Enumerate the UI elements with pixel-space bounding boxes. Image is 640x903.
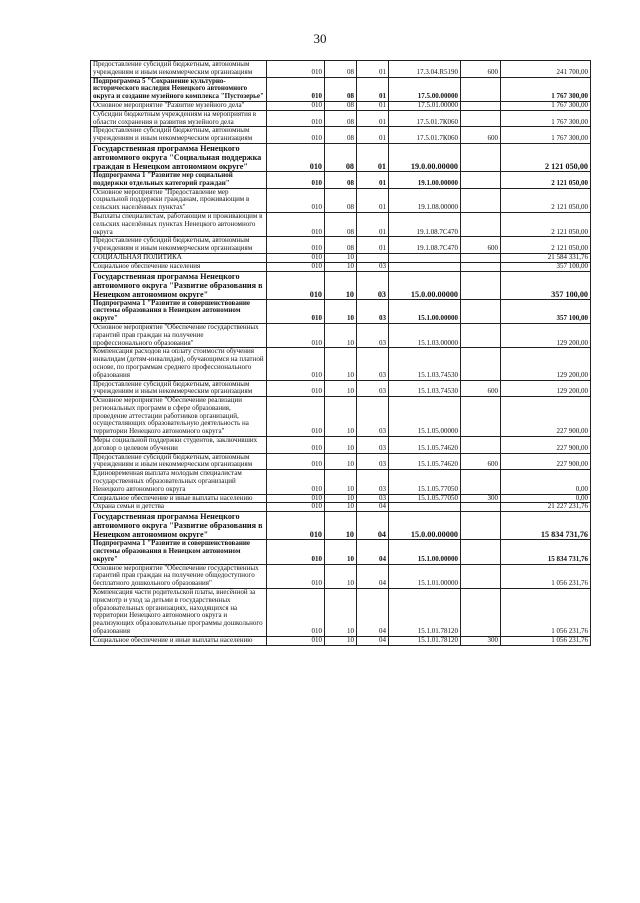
row-section-cell: 08: [325, 143, 357, 171]
table-row: [91, 212, 591, 236]
row-amount-cell: 21 584 331,76: [501, 253, 591, 262]
table-row: [91, 61, 591, 78]
row-section-cell: 08: [325, 188, 357, 212]
row-name-cell: Государственная программа Ненецкого автономного округа "Социальная поддержка граждан в Ненецком автономном округе": [91, 143, 267, 171]
row-amount-cell: 241 700,00: [501, 61, 591, 78]
row-section-cell: 10: [325, 636, 357, 645]
row-subsection-cell: 03: [357, 397, 389, 437]
row-target-cell: 15.1.05.77050: [389, 470, 461, 494]
row-target-cell: 15.1.03.00000: [389, 323, 461, 347]
row-section-cell: 08: [325, 61, 357, 78]
row-name-cell: Единовременная выплата молодым специалистам государственных образовательных организаций Ненецкого автономного округа: [91, 470, 267, 494]
row-section-cell: 10: [325, 437, 357, 454]
row-target-cell: 17.3.04.R5190: [389, 61, 461, 78]
row-expense-type-cell: [461, 564, 501, 588]
row-expense-type-cell: [461, 348, 501, 380]
row-ved-cell: 010: [267, 323, 325, 347]
row-ved-cell: 010: [267, 636, 325, 645]
row-expense-type-cell: [461, 110, 501, 127]
row-expense-type-cell: [461, 253, 501, 262]
row-subsection-cell: 01: [357, 101, 389, 110]
row-expense-type-cell: [461, 271, 501, 299]
row-ved-cell: 010: [267, 503, 325, 512]
row-amount-cell: 15 834 731,76: [501, 540, 591, 564]
row-name-cell: Выплаты специалистам, работающим и проживающим в сельских населённых пунктах Ненецкого автономного округа: [91, 212, 267, 236]
row-ved-cell: 010: [267, 127, 325, 144]
table-row: [91, 323, 591, 347]
row-section-cell: 10: [325, 323, 357, 347]
row-amount-cell: 1 767 300,00: [501, 101, 591, 110]
row-target-cell: 19.1.00.00000: [389, 171, 461, 188]
row-amount-cell: 1 767 300,00: [501, 127, 591, 144]
row-name-cell: Социальное обеспечение населения: [91, 262, 267, 271]
row-name-cell: Меры социальной поддержки студентов, заключивших договор о целевом обучении: [91, 437, 267, 454]
table-row: [91, 512, 591, 540]
row-expense-type-cell: 600: [461, 61, 501, 78]
row-section-cell: 10: [325, 253, 357, 262]
row-name-cell: Государственная программа Ненецкого автономного округа "Развитие образования в Ненецком автономном округе": [91, 271, 267, 299]
page-number: 30: [313, 31, 327, 46]
row-name-cell: Подпрограмма 1 "Развитие мер социальной поддержки отдельных категорий граждан": [91, 171, 267, 188]
row-ved-cell: 010: [267, 380, 325, 397]
table-row: [91, 503, 591, 512]
row-amount-cell: 1 056 231,76: [501, 564, 591, 588]
row-section-cell: 10: [325, 262, 357, 271]
row-section-cell: 10: [325, 503, 357, 512]
row-expense-type-cell: 600: [461, 453, 501, 470]
row-section-cell: 08: [325, 110, 357, 127]
row-target-cell: 19.1.08.7С470: [389, 212, 461, 236]
table-row: [91, 253, 591, 262]
row-ved-cell: 010: [267, 494, 325, 503]
row-name-cell: СОЦИАЛЬНАЯ ПОЛИТИКА: [91, 253, 267, 262]
row-amount-cell: 227 900,00: [501, 397, 591, 437]
row-subsection-cell: 04: [357, 503, 389, 512]
row-section-cell: 10: [325, 470, 357, 494]
row-ved-cell: 010: [267, 512, 325, 540]
row-expense-type-cell: [461, 77, 501, 101]
row-target-cell: [389, 253, 461, 262]
row-target-cell: 15.0.00.00000: [389, 512, 461, 540]
row-amount-cell: 227 900,00: [501, 437, 591, 454]
row-name-cell: Основное мероприятие "Обеспечение реализации региональных программ в сфере образования, проведение аттестации работников организаций, осуществляющих образовательную деятельность на территории Ненецкого автономного округа": [91, 397, 267, 437]
table-row: [91, 494, 591, 503]
row-expense-type-cell: [461, 262, 501, 271]
row-target-cell: [389, 503, 461, 512]
row-name-cell: Субсидии бюджетным учреждениям на мероприятия в области сохранения и развития музейного дела: [91, 110, 267, 127]
row-name-cell: Подпрограмма 1 "Развитие и совершенствование системы образования в Ненецком автономном округе": [91, 299, 267, 323]
row-target-cell: 15.1.05.74620: [389, 453, 461, 470]
row-name-cell: Предоставление субсидий бюджетным, автономным учреждениям и иным некоммерческим организациям: [91, 237, 267, 254]
row-expense-type-cell: [461, 503, 501, 512]
table-row: [91, 636, 591, 645]
row-target-cell: 17.5.01.7К060: [389, 127, 461, 144]
row-amount-cell: 15 834 731,76: [501, 512, 591, 540]
row-amount-cell: 0,00: [501, 470, 591, 494]
row-expense-type-cell: [461, 512, 501, 540]
row-name-cell: Подпрограмма 1 "Развитие и совершенствование системы образования в Ненецком автономном округе": [91, 540, 267, 564]
row-section-cell: 10: [325, 397, 357, 437]
row-section-cell: 08: [325, 171, 357, 188]
row-target-cell: 15.1.03.74530: [389, 348, 461, 380]
row-target-cell: [389, 262, 461, 271]
table-row: [91, 143, 591, 171]
row-expense-type-cell: [461, 143, 501, 171]
row-target-cell: 15.1.00.00000: [389, 299, 461, 323]
row-ved-cell: 010: [267, 271, 325, 299]
table-row: [91, 380, 591, 397]
row-name-cell: Социальное обеспечение и иные выплаты населению: [91, 636, 267, 645]
row-expense-type-cell: 600: [461, 237, 501, 254]
row-subsection-cell: 03: [357, 437, 389, 454]
row-expense-type-cell: [461, 299, 501, 323]
row-target-cell: 15.0.00.00000: [389, 271, 461, 299]
row-subsection-cell: 03: [357, 494, 389, 503]
table-row: [91, 127, 591, 144]
row-expense-type-cell: [461, 188, 501, 212]
row-expense-type-cell: [461, 101, 501, 110]
row-amount-cell: 2 121 050,00: [501, 171, 591, 188]
row-target-cell: 15.1.01.78120: [389, 636, 461, 645]
row-section-cell: 10: [325, 564, 357, 588]
row-name-cell: Предоставление субсидий бюджетным, автономным учреждениям и иным некоммерческим организациям: [91, 453, 267, 470]
row-target-cell: 15.1.05.77050: [389, 494, 461, 503]
table-row: [91, 299, 591, 323]
table-body: [91, 61, 591, 646]
row-expense-type-cell: 300: [461, 494, 501, 503]
row-subsection-cell: 01: [357, 188, 389, 212]
row-name-cell: Охрана семьи и детства: [91, 503, 267, 512]
row-subsection-cell: 01: [357, 127, 389, 144]
row-amount-cell: 129 200,00: [501, 323, 591, 347]
row-name-cell: Компенсация расходов на оплату стоимости обучения инвалидам (детям-инвалидам), обучающимся на платной основе, по программам среднего профессионального образования: [91, 348, 267, 380]
row-section-cell: 10: [325, 589, 357, 637]
row-subsection-cell: 03: [357, 323, 389, 347]
row-ved-cell: 010: [267, 253, 325, 262]
row-expense-type-cell: [461, 212, 501, 236]
row-ved-cell: 010: [267, 397, 325, 437]
table-row: [91, 397, 591, 437]
row-expense-type-cell: 600: [461, 380, 501, 397]
row-ved-cell: 010: [267, 188, 325, 212]
row-ved-cell: 010: [267, 143, 325, 171]
row-subsection-cell: 01: [357, 77, 389, 101]
table-row: [91, 453, 591, 470]
row-section-cell: 08: [325, 237, 357, 254]
row-amount-cell: 129 200,00: [501, 380, 591, 397]
row-section-cell: 10: [325, 380, 357, 397]
row-ved-cell: 010: [267, 171, 325, 188]
row-ved-cell: 010: [267, 77, 325, 101]
row-subsection-cell: 01: [357, 212, 389, 236]
row-amount-cell: 357 100,00: [501, 299, 591, 323]
table-row: [91, 564, 591, 588]
row-name-cell: Основное мероприятие "Развитие музейного дела": [91, 101, 267, 110]
row-ved-cell: 010: [267, 299, 325, 323]
row-subsection-cell: 01: [357, 171, 389, 188]
row-name-cell: Основное мероприятие "Обеспечение государственных гарантий прав граждан на получение профессионального образования": [91, 323, 267, 347]
budget-table: [90, 60, 591, 646]
row-amount-cell: 1 056 231,76: [501, 589, 591, 637]
row-ved-cell: 010: [267, 101, 325, 110]
row-section-cell: 10: [325, 512, 357, 540]
row-subsection-cell: 04: [357, 512, 389, 540]
row-subsection-cell: 04: [357, 636, 389, 645]
table-row: [91, 101, 591, 110]
row-subsection-cell: 03: [357, 453, 389, 470]
table-row: [91, 262, 591, 271]
row-target-cell: 15.1.01.78120: [389, 589, 461, 637]
row-ved-cell: 010: [267, 212, 325, 236]
row-ved-cell: 010: [267, 470, 325, 494]
row-section-cell: 08: [325, 101, 357, 110]
table-row: [91, 110, 591, 127]
row-ved-cell: 010: [267, 237, 325, 254]
row-subsection-cell: 03: [357, 470, 389, 494]
row-subsection-cell: 04: [357, 540, 389, 564]
row-ved-cell: 010: [267, 453, 325, 470]
table-row: [91, 271, 591, 299]
row-target-cell: 17.5.01.00000: [389, 101, 461, 110]
table-row: [91, 188, 591, 212]
row-amount-cell: 1 767 300,00: [501, 77, 591, 101]
row-name-cell: Государственная программа Ненецкого автономного округа "Развитие образования в Ненецком автономном округе": [91, 512, 267, 540]
row-section-cell: 10: [325, 271, 357, 299]
row-amount-cell: 21 227 231,76: [501, 503, 591, 512]
row-target-cell: 19.0.00.00000: [389, 143, 461, 171]
row-section-cell: 10: [325, 540, 357, 564]
table-row: [91, 470, 591, 494]
row-subsection-cell: [357, 253, 389, 262]
row-subsection-cell: 03: [357, 348, 389, 380]
row-ved-cell: 010: [267, 437, 325, 454]
row-ved-cell: 010: [267, 262, 325, 271]
row-expense-type-cell: [461, 397, 501, 437]
row-subsection-cell: 01: [357, 143, 389, 171]
row-target-cell: 15.1.01.00000: [389, 564, 461, 588]
row-subsection-cell: 03: [357, 380, 389, 397]
row-ved-cell: 010: [267, 564, 325, 588]
row-subsection-cell: 03: [357, 262, 389, 271]
row-subsection-cell: 03: [357, 271, 389, 299]
row-amount-cell: 2 121 050,00: [501, 188, 591, 212]
row-name-cell: Предоставление субсидий бюджетным, автономным учреждениям и иным некоммерческим организациям: [91, 61, 267, 78]
row-target-cell: 19.1.08.00000: [389, 188, 461, 212]
row-expense-type-cell: 300: [461, 636, 501, 645]
row-section-cell: 10: [325, 348, 357, 380]
row-section-cell: 08: [325, 77, 357, 101]
row-name-cell: Основное мероприятие "Предоставление мер социальной поддержки гражданам, проживающим в сельских населённых пунктах": [91, 188, 267, 212]
row-target-cell: 15.1.05.74620: [389, 437, 461, 454]
row-subsection-cell: 01: [357, 237, 389, 254]
row-amount-cell: 0,00: [501, 494, 591, 503]
row-amount-cell: 1 767 300,00: [501, 110, 591, 127]
table-row: [91, 540, 591, 564]
row-amount-cell: 2 121 050,00: [501, 212, 591, 236]
table-row: [91, 77, 591, 101]
row-subsection-cell: 04: [357, 564, 389, 588]
row-expense-type-cell: [461, 589, 501, 637]
row-amount-cell: 2 121 050,00: [501, 143, 591, 171]
row-name-cell: Предоставление субсидий бюджетным, автономным учреждениям и иным некоммерческим организациям: [91, 380, 267, 397]
row-target-cell: 15.1.05.00000: [389, 397, 461, 437]
row-amount-cell: 2 121 050,00: [501, 237, 591, 254]
table-row: [91, 237, 591, 254]
row-expense-type-cell: [461, 323, 501, 347]
row-name-cell: Социальное обеспечение и иные выплаты населению: [91, 494, 267, 503]
row-name-cell: Компенсация части родительской платы, внесённой за присмотр и уход за детьми в государственных образовательных организациях, находящихся на территории Ненецкого автономного округа и реализующих образовательные программы дошкольного образования: [91, 589, 267, 637]
row-target-cell: 17.5.00.00000: [389, 77, 461, 101]
row-name-cell: Предоставление субсидий бюджетным, автономным учреждениям и иным некоммерческим организациям: [91, 127, 267, 144]
row-expense-type-cell: [461, 470, 501, 494]
row-amount-cell: 1 056 231,76: [501, 636, 591, 645]
row-ved-cell: 010: [267, 589, 325, 637]
row-name-cell: Подпрограмма 5 "Сохранение культурно-исторического наследия Ненецкого автономного округа и создание музейного комплекса "Пустозерье": [91, 77, 267, 101]
row-expense-type-cell: [461, 437, 501, 454]
row-section-cell: 10: [325, 453, 357, 470]
row-target-cell: 17.5.01.7К060: [389, 110, 461, 127]
row-ved-cell: 010: [267, 348, 325, 380]
row-ved-cell: 010: [267, 61, 325, 78]
table-row: [91, 589, 591, 637]
row-target-cell: 15.1.03.74530: [389, 380, 461, 397]
row-name-cell: Основное мероприятие "Обеспечение государственных гарантий прав граждан на получение общедоступного бесплатного дошкольного образования": [91, 564, 267, 588]
table-row: [91, 348, 591, 380]
table-row: [91, 171, 591, 188]
row-amount-cell: 357 100,00: [501, 271, 591, 299]
row-section-cell: 08: [325, 212, 357, 236]
row-subsection-cell: 01: [357, 110, 389, 127]
row-target-cell: 19.1.08.7С470: [389, 237, 461, 254]
row-section-cell: 10: [325, 494, 357, 503]
row-target-cell: 15.1.00.00000: [389, 540, 461, 564]
row-ved-cell: 010: [267, 110, 325, 127]
row-subsection-cell: 01: [357, 61, 389, 78]
row-expense-type-cell: [461, 171, 501, 188]
row-subsection-cell: 03: [357, 299, 389, 323]
row-expense-type-cell: 600: [461, 127, 501, 144]
table-row: [91, 437, 591, 454]
row-amount-cell: 227 900,00: [501, 453, 591, 470]
row-expense-type-cell: [461, 540, 501, 564]
row-section-cell: 08: [325, 127, 357, 144]
row-amount-cell: 129 200,00: [501, 348, 591, 380]
row-ved-cell: 010: [267, 540, 325, 564]
row-amount-cell: 357 100,00: [501, 262, 591, 271]
row-section-cell: 10: [325, 299, 357, 323]
row-subsection-cell: 04: [357, 589, 389, 637]
